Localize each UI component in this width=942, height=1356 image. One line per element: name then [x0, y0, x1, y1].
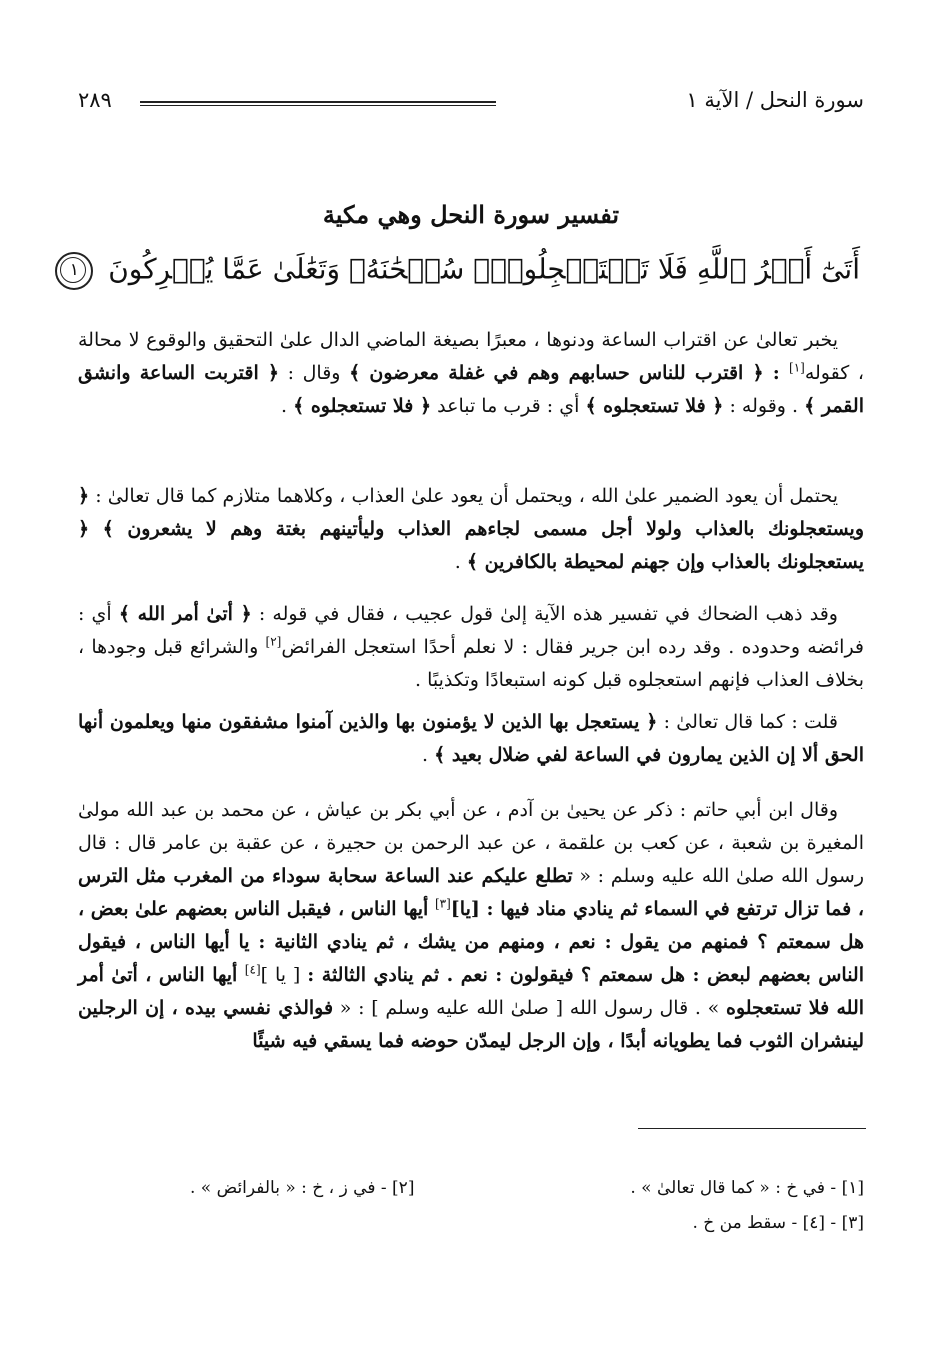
- p3-text-a: وقد ذهب الضحاك في تفسير هذه الآية إلىٰ قول عجيب ، فقال في قوله :: [251, 603, 838, 625]
- footnote-ref-3: [٣]: [434, 896, 451, 911]
- page-number: ٢٨٩: [78, 88, 112, 112]
- p3-text-c: أي : فرائضه وحدوده . وقد رده ابن جرير فقال : لا نعلم أحدًا استعجل الفرائض: [78, 603, 865, 658]
- p5-insert-1: [يا]: [450, 898, 487, 920]
- header-rule: [140, 101, 496, 103]
- paragraph-4: [78, 706, 864, 772]
- paragraph-2: [78, 480, 864, 579]
- p5-text-g: » . قال رسول الله [ صلىٰ الله عليه وسلم ] : «: [333, 997, 726, 1019]
- p4-text-a: قلت : كما قال تعالىٰ :: [657, 711, 838, 733]
- footnote-ref-2: [٢]: [265, 634, 282, 649]
- footnote-separator: [638, 1128, 866, 1129]
- p5-text-a: وقال ابن أبي حاتم : ذكر عن يحيىٰ بن آدم ، عن أبي بكر بن عياش ، عن محمد بن عبد الله مولىٰ المغيرة بن شعبة ، عن كعب بن علقمة ، عن عبد الرحمن بن حجيرة ، عن عقبة بن عامر قال : قال رسول الله صلىٰ الله عليه وسلم : «: [78, 799, 865, 887]
- footnote-1: [١] - في خ : « كما قال تعالىٰ » .: [630, 1178, 864, 1198]
- footnote-2: [٢] - في ز ، خ : « بالفرائض » .: [190, 1178, 415, 1198]
- ayah-number: ١: [69, 260, 79, 280]
- p3-quote: ﴿ أتىٰ أمر الله ﴾: [118, 603, 252, 625]
- footnote-ref-4: [٤]: [244, 962, 261, 977]
- p2-text-c: .: [454, 551, 467, 573]
- p1-quote-1: : ﴿ اقترب للناس حسابهم وهم في غفلة معرضون ﴾: [349, 362, 789, 384]
- p1-quote-4: ﴿ فلا تستعجلوه ﴾: [293, 395, 432, 417]
- p4-quote: ﴿ يستعجل بها الذين لا يؤمنون بها والذين آمنوا مشفقون منها ويعلمون أنها الحق ألا إن الذين يمارون في الساعة لفي ضلال بعيد ﴾: [78, 711, 864, 766]
- p5-insert-2: [ يا ]: [260, 964, 308, 986]
- footnote-ref-1: [١]: [789, 360, 805, 375]
- footnote-3-4: [٣] - [٤] - سقط من خ .: [692, 1213, 864, 1233]
- p1-text-c: وقال :: [279, 362, 350, 384]
- quran-verse: [69, 252, 860, 290]
- paragraph-5: [78, 794, 864, 1058]
- p1-quote-3: ﴿ فلا تستعجلوه ﴾: [585, 395, 724, 417]
- p4-text-c: .: [422, 744, 435, 766]
- p1-text-a: يخبر تعالىٰ عن اقتراب الساعة ودنوها ، معبرًا بصيغة الماضي الدال علىٰ التحقيق والوقوع لا محالة ، كقوله: [78, 329, 865, 384]
- p5-hadith-4: فوالذي نفسي بيده ، إن الرجلين لينشران الثوب فما يطويانه أبدًا ، وإن الرجل ليمدّن حوضه فما يسقي فيه شيئًا: [78, 997, 864, 1052]
- p1-text-i: .: [281, 395, 294, 417]
- p3-text-d: والشرائع قبل وجودها ، بخلاف العذاب فإنهم استعجلوه قبل كونه استبعادًا وتكذيبًا .: [78, 636, 864, 691]
- p5-hadith-2: أيها الناس ، فيقبل الناس بعضهم علىٰ بعض ، هل سمعتم ؟ فمنهم من يقول : نعم ، ومنهم من يشك ، ثم ينادي الثانية : يا أيها الناس ، فيقول الناس بعضهم لبعض : هل سمعتم ؟ فيقولون : نعم . ثم ينادي الثالثة :: [78, 898, 864, 986]
- ayah-number-icon: [55, 252, 93, 290]
- p5-hadith-3: أيها الناس ، أتىٰ أمر الله فلا تستعجلوه: [78, 964, 865, 1019]
- p1-quote-2: ﴿ اقتربت الساعة وانشق القمر ﴾: [78, 362, 864, 417]
- verse-text: أَتَىٰٓ أَمۡرُ ٱللَّهِ فَلَا تَسۡتَعۡجِلُوهُۚ سُبۡحَٰنَهُۥ وَتَعَٰلَىٰ عَمَّا يُشۡرِكُونَ: [108, 252, 860, 286]
- p5-hadith-1: تطلع عليكم عند الساعة سحابة سوداء من المغرب مثل الترس ، فما تزال ترتفع في السماء ثم ينادي مناد فيها :: [78, 865, 864, 920]
- p1-text-g: أي : قرب ما تباعد: [431, 395, 586, 417]
- header-rule-thin: [140, 105, 496, 106]
- paragraph-1: [78, 324, 864, 423]
- paragraph-3: [78, 598, 864, 697]
- p2-text-a: يحتمل أن يعود الضمير علىٰ الله ، ويحتمل أن يعود علىٰ العذاب ، وكلاهما متلازم كما قال تعالىٰ :: [89, 485, 838, 507]
- running-header-title: سورة النحل / الآية ١: [686, 88, 864, 112]
- p1-text-e: . وقوله :: [723, 395, 805, 417]
- p2-quote: ﴿ ويستعجلونك بالعذاب ولولا أجل مسمى لجاءهم العذاب وليأتينهم بغتة وهم لا يشعرون ﴾ ﴿ يستعجلونك بالعذاب وإن جهنم لمحيطة بالكافرين ﴾: [78, 485, 864, 573]
- surah-heading: تفسير سورة النحل وهي مكية: [322, 200, 620, 229]
